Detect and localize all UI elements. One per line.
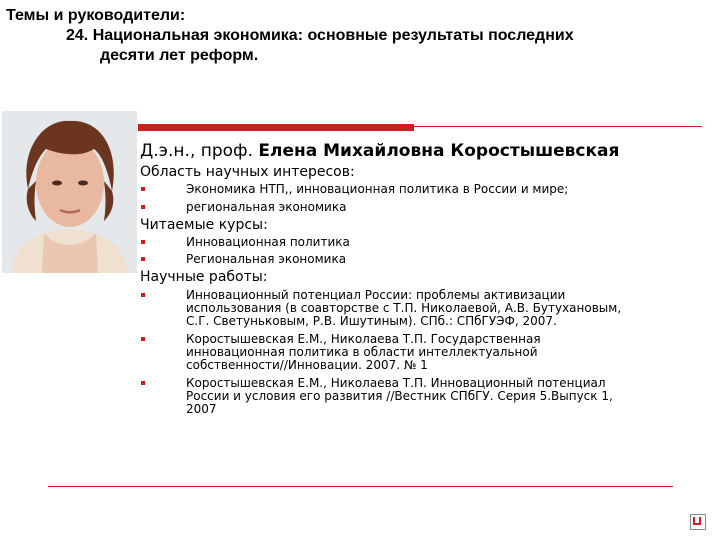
title-line-1: Темы и руководители: [6, 7, 186, 24]
portrait-image [2, 111, 137, 273]
home-icon[interactable] [690, 514, 706, 530]
interest-item-1: Экономика НТП,, инновационная политика в России и мире; [186, 182, 569, 196]
accent-line [414, 126, 702, 127]
interest-item-2: региональная экономика [186, 200, 347, 214]
work-item-2 [186, 333, 706, 372]
work-item-2-line-1: Коростышевская Е.М., Николаева Т.П. Государственная [186, 332, 541, 346]
bullet-icon [141, 337, 145, 341]
bullet-icon [141, 293, 145, 297]
work-item-2-line-2: инновационная политика в области интеллектуальной [186, 345, 538, 359]
person-name: Елена Михайловна Коростышевская [258, 141, 620, 161]
bullet-icon [141, 257, 145, 261]
slide-title [6, 6, 706, 66]
work-item-3-line-1: Коростышевская Е.М., Николаева Т.П. Инновационный потенциал [186, 376, 606, 390]
title-line-3: десяти лет реформ. [100, 47, 259, 64]
accent-bar [138, 124, 414, 131]
work-item-1 [186, 289, 706, 328]
work-item-3-line-3: 2007 [186, 402, 217, 416]
portrait-photo [2, 111, 137, 273]
work-item-1-line-1: Инновационный потенциал России: проблемы активизации [186, 288, 566, 302]
course-item-2: Региональная экономика [186, 252, 347, 266]
work-item-2-line-3: собственности//Инновации. 2007. № 1 [186, 358, 428, 372]
bullet-icon [141, 240, 145, 244]
work-item-1-line-2: использования (в соавторстве с Т.П. Николаевой, А.В. Бутухановым, [186, 301, 622, 315]
person-header [140, 140, 720, 162]
work-item-3-line-2: России и условия его развития //Вестник СПбГУ. Серия 5.Выпуск 1, [186, 389, 613, 403]
bottom-divider [48, 486, 673, 487]
work-item-1-line-3: С.Г. Светуньковым, Р.В. Ишутиным). СПб.: СПбГУЭФ, 2007. [186, 314, 557, 328]
courses-heading: Читаемые курсы: [140, 217, 268, 233]
bullet-icon [141, 187, 145, 191]
bullet-icon [141, 205, 145, 209]
title-line-2: 24. Национальная экономика: основные результаты последних [66, 27, 574, 44]
interests-heading: Область научных интересов: [140, 164, 355, 180]
person-degree: Д.э.н., проф. [140, 141, 253, 161]
course-item-1: Инновационная политика [186, 235, 350, 249]
work-item-3 [186, 377, 706, 416]
bullet-icon [141, 381, 145, 385]
works-heading: Научные работы: [140, 269, 268, 285]
